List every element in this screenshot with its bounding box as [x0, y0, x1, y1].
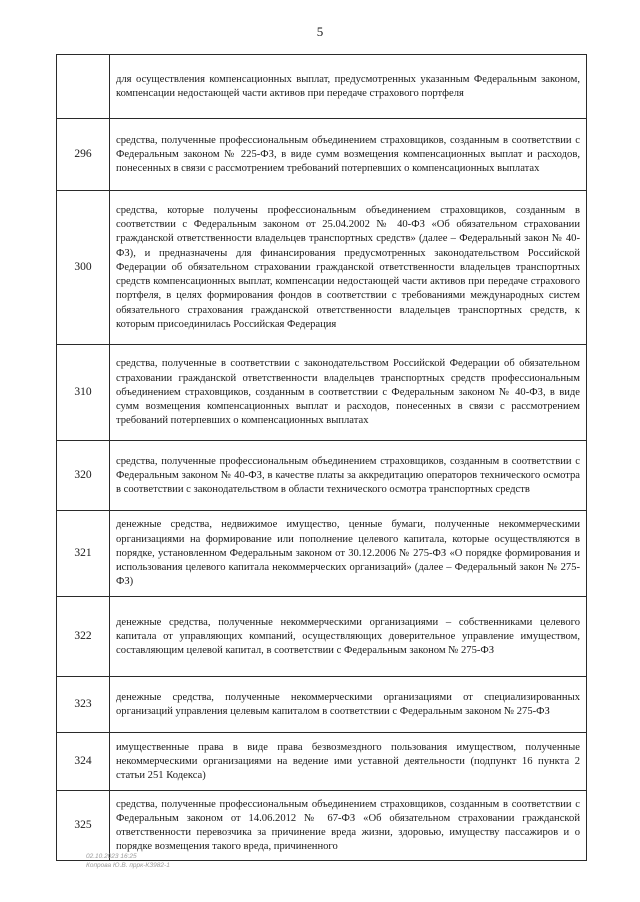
table-row — [57, 119, 587, 191]
row-description: имущественные права в виде права безвозмездного пользования имуществом, полученные некоммерческими организациями на ведение ими уставной деятельности (подпункт 16 пункта 2 статьи 251 Кодекса) — [110, 733, 587, 791]
table-row — [57, 677, 587, 733]
row-code: 325 — [57, 791, 110, 861]
row-description: средства, которые получены профессиональным объединением страховщиков, созданным в соответствии с Федеральным законом от 25.04.2002 № 40-ФЗ «Об обязательном страховании гражданской ответственности владельцев транспортных средств» (далее – Федеральный закон № 40-ФЗ), и предназначены для финансирования предусмотренных законодательством Российской Федерации об обязательном страховании гражданской ответственности владельцев транспортных средств компенсационных выплат, компенсации недостающей части активов при передаче страхового портфеля, в целях формирования фондов в соответствии с требованиями международных систем обязательного страхования гражданской ответственности владельцев транспортных средств, к которым присоединилась Российская Федерация — [110, 191, 587, 345]
footer-timestamp: 02.10.2023 16:25 — [86, 853, 137, 860]
row-code: 321 — [57, 511, 110, 597]
row-description: денежные средства, полученные некоммерческими организациями от специализированных организаций управления целевым капиталом в соответствии с Федеральным законом № 275-ФЗ — [110, 677, 587, 733]
table-row — [57, 511, 587, 597]
table-row — [57, 597, 587, 677]
row-description: средства, полученные профессиональным объединением страховщиков, созданным в соответствии с Федеральным законом № 225-ФЗ, в виде сумм возмещения компенсационных выплат и расходов, понесенных в связи с рассмотрением требований потерпевших о компенсационных выплатах — [110, 119, 587, 191]
table-row — [57, 441, 587, 511]
income-codes-table — [56, 54, 587, 861]
row-description: средства, полученные профессиональным объединением страховщиков, созданным в соответствии с Федеральным законом № 40-ФЗ, в качестве платы за аккредитацию операторов технического осмотра в соответствии с законодательством в области технического осмотра транспортных средств — [110, 441, 587, 511]
row-description: денежные средства, полученные некоммерческими организациями – собственниками целевого капитала от управляющих компаний, осуществляющих доверительное управление имуществом, составляющим целевой капитал, в соответствии с Федеральным законом № 275-ФЗ — [110, 597, 587, 677]
row-code: 320 — [57, 441, 110, 511]
table-row — [57, 733, 587, 791]
table-row — [57, 55, 587, 119]
table-row — [57, 345, 587, 441]
row-description: средства, полученные профессиональным объединением страховщиков, созданным в соответствии с Федеральным законом от 14.06.2012 № 67-ФЗ «Об обязательном страховании гражданской ответственности перевозчика за причинение вреда жизни, здоровью, имуществу пассажиров и о порядке возмещения такого вреда, причиненного — [110, 791, 587, 861]
row-code: 324 — [57, 733, 110, 791]
footer-executor: Копрова Ю.В. пррк-КЗ982-1 — [86, 862, 170, 869]
row-description: денежные средства, недвижимое имущество, ценные бумаги, полученные некоммерческими организациями на формирование или пополнение целевого капитала, которые осуществляются в порядке, установленном Федеральным законом от 30.12.2006 № 275-ФЗ «О порядке формирования и использования целевого капитала некоммерческих организаций» (далее – Федеральный закон № 275-ФЗ) — [110, 511, 587, 597]
row-code — [57, 55, 110, 119]
page-number: 5 — [316, 24, 324, 39]
row-code: 296 — [57, 119, 110, 191]
row-code: 310 — [57, 345, 110, 441]
row-code: 322 — [57, 597, 110, 677]
signature-footer — [86, 852, 170, 870]
row-code: 300 — [57, 191, 110, 345]
table-row — [57, 791, 587, 861]
row-code: 323 — [57, 677, 110, 733]
row-description: для осуществления компенсационных выплат, предусмотренных указанным Федеральным законом, компенсации недостающей части активов при передаче страхового портфеля — [110, 55, 587, 119]
row-description: средства, полученные в соответствии с законодательством Российской Федерации об обязательном страховании гражданской ответственности владельцев транспортных средств профессиональным объединением страховщиков, созданным в соответствии с Федеральным законом № 40-ФЗ, в виде сумм возмещения компенсационных выплат и расходов, понесенных в связи с рассмотрением требований потерпевших о компенсационных выплатах — [110, 345, 587, 441]
table-row — [57, 191, 587, 345]
